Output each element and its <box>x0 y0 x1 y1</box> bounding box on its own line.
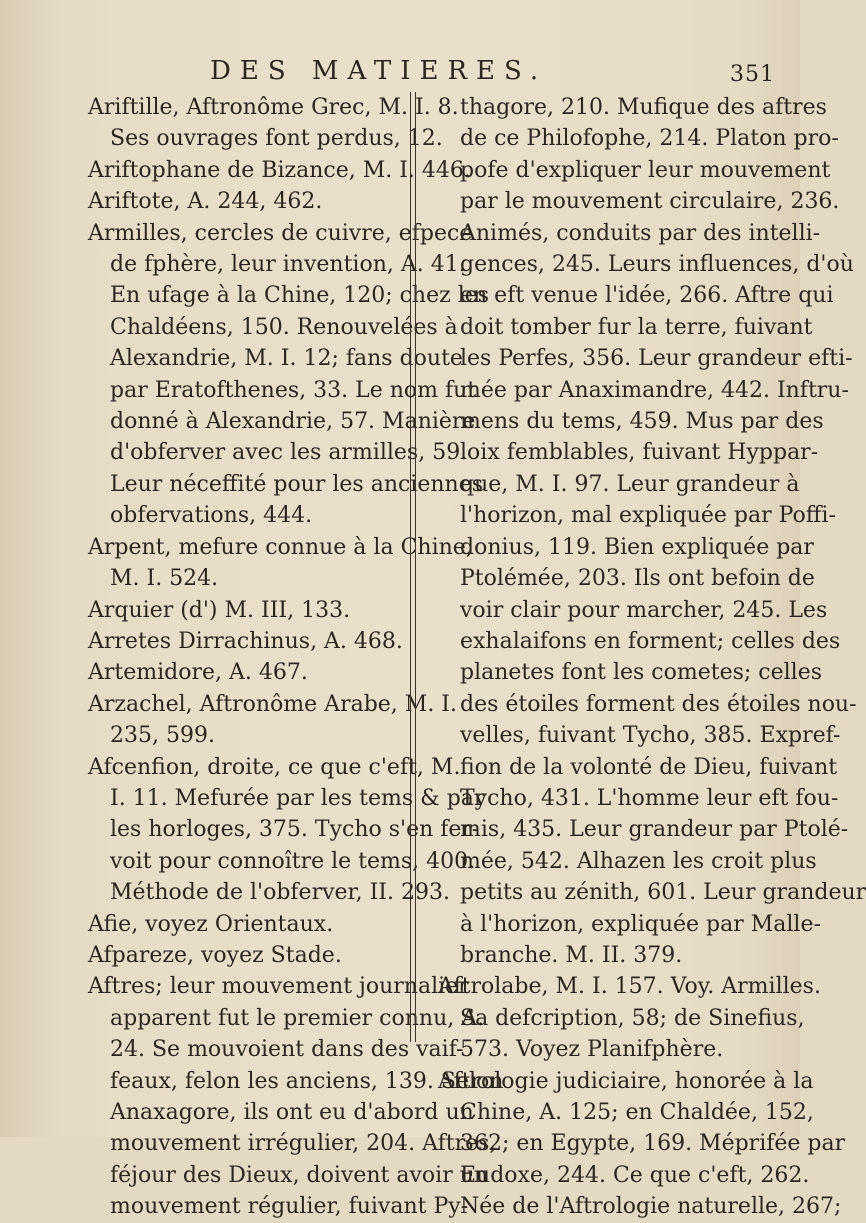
entry-line: 573. Voyez Planifphère. <box>460 1037 724 1063</box>
entry-line: Méthode de l'obferver, II. 293. <box>110 880 450 906</box>
entry-line: Alexandrie, M. I. 12; fans doute <box>110 346 463 372</box>
entry-line: Arquier (d') M. III, 133. <box>88 597 351 623</box>
entry-line: branche. M. II. 379. <box>460 942 683 968</box>
entry-line: doit tomber fur la terre, fuivant <box>460 314 813 340</box>
entry-line: Afie, voyez Orientaux. <box>88 911 334 937</box>
entry-line: feaux, felon les anciens, 139. Selon <box>110 1068 504 1094</box>
index-entry <box>88 186 406 217</box>
entry-line: velles, fuivant Tycho, 385. Expref- <box>460 723 841 749</box>
entry-line: Sa defcription, 58; de Sinefius, <box>460 1005 805 1031</box>
index-entry <box>88 155 471 186</box>
entry-line: M. I. 524. <box>110 566 219 592</box>
entry-line: mée par Anaximandre, 442. Inftru- <box>460 377 849 403</box>
entry-line: mens du tems, 459. Mus par des <box>460 409 824 435</box>
entry-line: mis, 435. Leur grandeur par Ptolé- <box>460 817 849 843</box>
entry-line: fion de la volonté de Dieu, fuivant <box>460 754 838 780</box>
index-entry <box>88 626 406 657</box>
index-entry <box>438 971 821 1065</box>
left-column <box>88 92 504 1223</box>
entry-line: que, M. I. 97. Leur grandeur à <box>460 471 800 497</box>
entry-line: En ufage à la Chine, 120; chez les <box>110 283 490 309</box>
entry-line: Arpent, mefure connue à la Chine, <box>88 534 473 560</box>
index-entry <box>88 752 485 909</box>
entry-line: exhalaifons en forment; celles des <box>460 628 841 654</box>
index-entry <box>88 689 457 752</box>
entry-line: donné à Alexandrie, 57. Manière <box>110 409 476 435</box>
index-entry <box>88 532 473 595</box>
entry-line: l'horizon, mal expliquée par Poffi- <box>460 503 836 529</box>
entry-line: de ce Philofophe, 214. Platon pro- <box>460 126 839 152</box>
entry-line: Leur néceffité pour les anciennes <box>110 471 484 497</box>
entry-line: les Perfes, 356. Leur grandeur efti- <box>460 346 853 372</box>
entry-line: Ses ouvrages font perdus, 12. <box>110 126 443 152</box>
entry-line: Ariftophane de Bizance, M. I. 446. <box>88 157 471 183</box>
right-column <box>438 92 866 1223</box>
entry-line: Afcenfion, droite, ce que c'eft, M. <box>88 754 461 780</box>
entry-line: féjour des Dieux, doivent avoir un <box>110 1162 489 1188</box>
entry-line: Anaxagore, ils ont eu d'abord un <box>110 1100 474 1125</box>
entry-line: en eft venue l'idée, 266. Aftre qui <box>460 283 834 309</box>
entry-line: voir clair pour marcher, 245. Les <box>460 597 828 623</box>
entry-line: loix femblables, fuivant Hyppar- <box>460 440 819 466</box>
entry-line: Née de l'Aftrologie naturelle, 267; <box>460 1194 842 1220</box>
entry-line: pofe d'expliquer leur mouvement <box>460 157 831 183</box>
entry-line: Arzachel, Aftronôme Arabe, M. I. <box>88 691 457 717</box>
entry-line: obfervations, 444. <box>110 503 313 529</box>
entry-line: Ariftille, Aftronôme Grec, M. I. 8. <box>88 95 459 120</box>
entry-line: Chaldéens, 150. Renouvelées à <box>110 314 458 340</box>
entry-line: Aftres; leur mouvement journalier <box>88 974 469 1000</box>
page-header <box>0 56 800 90</box>
entry-line: de fphère, leur invention, A. 41. <box>110 252 466 278</box>
entry-line: les horloges, 375. Tycho s'en fer- <box>110 817 480 843</box>
entry-line: donius, 119. Bien expliquée par <box>460 534 814 560</box>
index-entry <box>88 940 406 971</box>
entry-line: mouvement irrégulier, 204. Aftres, <box>110 1131 497 1157</box>
entry-line: Aftrolabe, M. I. 157. Voy. Armilles. <box>438 974 821 1000</box>
entry-line: Armilles, cercles de cuivre, efpece <box>88 220 473 246</box>
index-entry <box>88 595 406 626</box>
index-entry <box>88 971 504 1222</box>
entry-line: 362; en Egypte, 169. Méprifée par <box>460 1131 846 1157</box>
entry-line: Artemidore, A. 467. <box>88 660 308 686</box>
entry-line: planetes font les cometes; celles <box>460 660 823 686</box>
entry-line: voit pour connoître le tems, 400. <box>110 848 476 874</box>
index-entry <box>88 92 459 155</box>
entry-line: mée, 542. Alhazen les croit plus <box>460 848 817 874</box>
entry-line: Ariftote, A. 244, 462. <box>88 189 323 215</box>
column-divider <box>410 92 416 1042</box>
entry-line: des étoiles forment des étoiles nou- <box>460 691 857 717</box>
index-entry <box>88 218 490 532</box>
entry-line: Animés, conduits par des intelli- <box>460 220 821 246</box>
entry-line: Tycho, 431. L'homme leur eft fou- <box>460 785 839 811</box>
entry-line: I. 11. Mefurée par les tems & par <box>110 785 485 811</box>
index-entry <box>438 92 866 971</box>
entry-line: apparent fut le premier connu, A. <box>110 1005 485 1031</box>
entry-line: Ptolémée, 203. Ils ont befoin de <box>460 566 815 592</box>
index-entry <box>88 909 406 940</box>
entry-line: Aftrologie judiciaire, honorée à la <box>438 1068 814 1094</box>
entry-line: par Eratofthenes, 33. Le nom fut <box>110 377 477 403</box>
page-number: 351 <box>730 62 775 87</box>
entry-line: 235, 599. <box>110 723 215 749</box>
running-title: DES MATIERES. <box>210 56 548 86</box>
entry-line: 24. Se mouvoient dans des vaif- <box>110 1037 464 1063</box>
entry-line: mouvement régulier, fuivant Py- <box>110 1194 469 1220</box>
entry-line: Afpareze, voyez Stade. <box>88 942 342 968</box>
entry-line: Chine, A. 125; en Chaldée, 152, <box>460 1100 814 1125</box>
entry-line: gences, 245. Leurs influences, d'où <box>460 252 854 278</box>
entry-line: thagore, 210. Mufique des aftres <box>460 95 827 120</box>
entry-line: par le mouvement circulaire, 236. <box>460 189 840 215</box>
entry-line: Eudoxe, 244. Ce que c'eft, 262. <box>460 1162 810 1188</box>
index-entry <box>88 657 406 688</box>
entry-line: d'obferver avec les armilles, 59. <box>110 440 468 466</box>
entry-line: Arretes Dirrachinus, A. 468. <box>88 628 403 654</box>
entry-line: petits au zénith, 601. Leur grandeur <box>460 880 866 906</box>
index-entry <box>438 1066 846 1223</box>
entry-line: à l'horizon, expliquée par Malle- <box>460 911 821 937</box>
